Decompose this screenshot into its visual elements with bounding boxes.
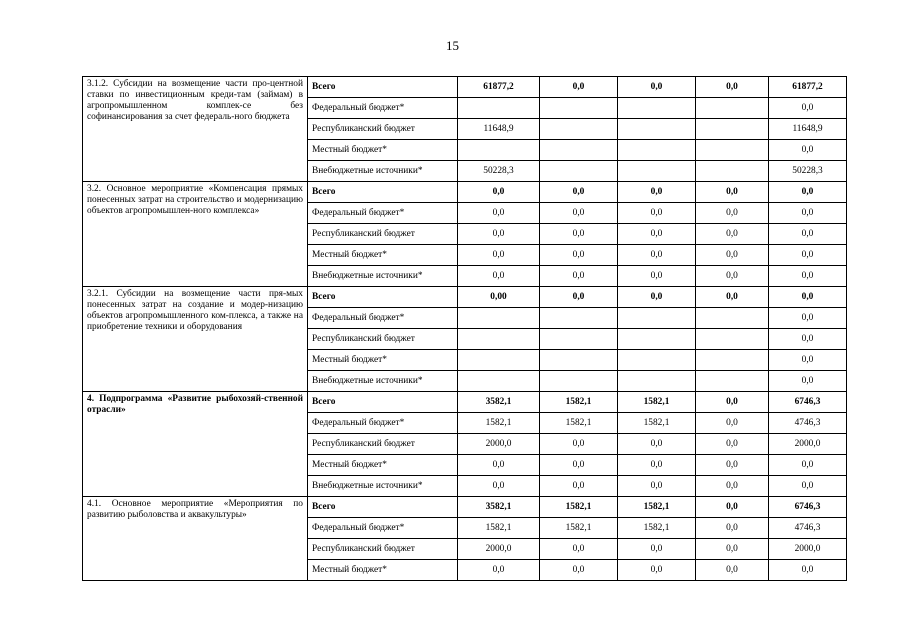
- amount-cell: 1582,1: [458, 413, 540, 434]
- amount-cell: [540, 371, 618, 392]
- amount-cell: 2000,0: [769, 434, 847, 455]
- amount-cell: [618, 119, 696, 140]
- amount-cell: [458, 98, 540, 119]
- amount-cell: 0,0: [696, 392, 769, 413]
- funding-source: Республиканский бюджет: [308, 434, 458, 455]
- amount-cell: 50228,3: [769, 161, 847, 182]
- amount-cell: 0,0: [458, 245, 540, 266]
- amount-cell: [618, 308, 696, 329]
- amount-cell: [540, 329, 618, 350]
- amount-cell: 0,0: [618, 203, 696, 224]
- amount-cell: 0,0: [769, 203, 847, 224]
- amount-cell: 61877,2: [458, 77, 540, 98]
- amount-cell: 0,0: [769, 371, 847, 392]
- amount-cell: 0,0: [540, 476, 618, 497]
- funding-source: Всего: [308, 287, 458, 308]
- amount-cell: 0,0: [540, 266, 618, 287]
- funding-source: Республиканский бюджет: [308, 329, 458, 350]
- amount-cell: 11648,9: [458, 119, 540, 140]
- funding-source: Внебюджетные источники*: [308, 371, 458, 392]
- amount-cell: 1582,1: [540, 392, 618, 413]
- amount-cell: [696, 119, 769, 140]
- amount-cell: [458, 140, 540, 161]
- amount-cell: 0,0: [696, 518, 769, 539]
- amount-cell: 0,0: [769, 455, 847, 476]
- table-row: [83, 497, 847, 518]
- amount-cell: 2000,0: [458, 539, 540, 560]
- funding-source: Федеральный бюджет*: [308, 413, 458, 434]
- amount-cell: 61877,2: [769, 77, 847, 98]
- amount-cell: 0,0: [769, 329, 847, 350]
- amount-cell: [696, 98, 769, 119]
- amount-cell: 0,0: [769, 287, 847, 308]
- budget-table-body: [83, 77, 847, 581]
- amount-cell: 0,0: [769, 308, 847, 329]
- amount-cell: 0,0: [769, 560, 847, 581]
- table-row: [83, 182, 847, 203]
- funding-source: Федеральный бюджет*: [308, 203, 458, 224]
- amount-cell: 6746,3: [769, 497, 847, 518]
- amount-cell: 0,0: [540, 182, 618, 203]
- amount-cell: 0,0: [458, 203, 540, 224]
- amount-cell: 3582,1: [458, 392, 540, 413]
- funding-source: Республиканский бюджет: [308, 539, 458, 560]
- amount-cell: [540, 140, 618, 161]
- funding-source: Республиканский бюджет: [308, 224, 458, 245]
- amount-cell: [458, 350, 540, 371]
- amount-cell: 3582,1: [458, 497, 540, 518]
- funding-source: Федеральный бюджет*: [308, 518, 458, 539]
- amount-cell: 0,0: [696, 287, 769, 308]
- amount-cell: 0,0: [696, 497, 769, 518]
- amount-cell: 0,00: [458, 287, 540, 308]
- amount-cell: 0,0: [618, 455, 696, 476]
- amount-cell: 0,0: [696, 203, 769, 224]
- amount-cell: 0,0: [696, 560, 769, 581]
- amount-cell: [540, 98, 618, 119]
- amount-cell: 0,0: [618, 266, 696, 287]
- funding-source: Местный бюджет*: [308, 455, 458, 476]
- amount-cell: 2000,0: [458, 434, 540, 455]
- amount-cell: [458, 371, 540, 392]
- amount-cell: 2000,0: [769, 539, 847, 560]
- amount-cell: 0,0: [769, 245, 847, 266]
- amount-cell: 0,0: [618, 182, 696, 203]
- amount-cell: [618, 350, 696, 371]
- amount-cell: [696, 350, 769, 371]
- amount-cell: 0,0: [540, 455, 618, 476]
- amount-cell: 0,0: [540, 224, 618, 245]
- amount-cell: 1582,1: [618, 392, 696, 413]
- amount-cell: [696, 371, 769, 392]
- amount-cell: 0,0: [696, 539, 769, 560]
- funding-source: Всего: [308, 77, 458, 98]
- amount-cell: 0,0: [696, 413, 769, 434]
- funding-source: Местный бюджет*: [308, 350, 458, 371]
- table-row: [83, 287, 847, 308]
- amount-cell: 50228,3: [458, 161, 540, 182]
- amount-cell: 0,0: [696, 182, 769, 203]
- amount-cell: 0,0: [696, 455, 769, 476]
- funding-source: Внебюджетные источники*: [308, 476, 458, 497]
- activity-description: 3.2. Основное мероприятие «Компенсация прямых понесенных затрат на строительство и модернизацию объектов агропромышлен-ного комплекса»: [83, 182, 308, 287]
- amount-cell: 1582,1: [540, 413, 618, 434]
- amount-cell: 6746,3: [769, 392, 847, 413]
- amount-cell: 0,0: [618, 560, 696, 581]
- table-row: [83, 392, 847, 413]
- amount-cell: 0,0: [540, 287, 618, 308]
- amount-cell: 0,0: [540, 539, 618, 560]
- amount-cell: 0,0: [696, 434, 769, 455]
- amount-cell: 0,0: [769, 182, 847, 203]
- amount-cell: [540, 308, 618, 329]
- amount-cell: 0,0: [618, 224, 696, 245]
- amount-cell: 0,0: [540, 77, 618, 98]
- amount-cell: [618, 98, 696, 119]
- amount-cell: 1582,1: [618, 497, 696, 518]
- funding-source: Республиканский бюджет: [308, 119, 458, 140]
- funding-source: Внебюджетные источники*: [308, 266, 458, 287]
- amount-cell: 0,0: [618, 434, 696, 455]
- amount-cell: 0,0: [769, 98, 847, 119]
- funding-source: Местный бюджет*: [308, 245, 458, 266]
- amount-cell: [696, 329, 769, 350]
- amount-cell: [696, 161, 769, 182]
- table-row: [83, 77, 847, 98]
- amount-cell: 0,0: [769, 350, 847, 371]
- amount-cell: 0,0: [540, 245, 618, 266]
- amount-cell: 0,0: [769, 266, 847, 287]
- amount-cell: 0,0: [458, 266, 540, 287]
- amount-cell: 0,0: [458, 476, 540, 497]
- budget-table: [82, 76, 847, 581]
- amount-cell: [458, 329, 540, 350]
- amount-cell: 4746,3: [769, 413, 847, 434]
- amount-cell: 0,0: [618, 245, 696, 266]
- amount-cell: 0,0: [696, 476, 769, 497]
- amount-cell: 0,0: [696, 77, 769, 98]
- funding-source: Федеральный бюджет*: [308, 308, 458, 329]
- amount-cell: 0,0: [696, 266, 769, 287]
- amount-cell: 0,0: [769, 476, 847, 497]
- activity-description: 4.1. Основное мероприятие «Мероприятия по развитию рыболовства и аквакультуры»: [83, 497, 308, 581]
- amount-cell: 0,0: [769, 224, 847, 245]
- amount-cell: 0,0: [618, 287, 696, 308]
- amount-cell: [540, 119, 618, 140]
- amount-cell: [696, 308, 769, 329]
- amount-cell: [618, 140, 696, 161]
- amount-cell: [696, 140, 769, 161]
- amount-cell: 0,0: [458, 560, 540, 581]
- amount-cell: 1582,1: [540, 497, 618, 518]
- funding-source: Местный бюджет*: [308, 140, 458, 161]
- amount-cell: [618, 161, 696, 182]
- funding-source: Внебюджетные источники*: [308, 161, 458, 182]
- activity-description: 3.1.2. Субсидии на возмещение части про-центной ставки по инвестиционным креди-там (займам) в агропромышленном комплек-се без софинансирования за счет федераль-ного бюджета: [83, 77, 308, 182]
- amount-cell: 0,0: [618, 539, 696, 560]
- activity-description: 4. Подпрограмма «Развитие рыбохозяй-ственной отрасли»: [83, 392, 308, 497]
- amount-cell: 0,0: [769, 140, 847, 161]
- amount-cell: [618, 329, 696, 350]
- amount-cell: 4746,3: [769, 518, 847, 539]
- amount-cell: 0,0: [458, 455, 540, 476]
- amount-cell: 1582,1: [458, 518, 540, 539]
- funding-source: Местный бюджет*: [308, 560, 458, 581]
- amount-cell: [540, 161, 618, 182]
- amount-cell: 1582,1: [618, 413, 696, 434]
- amount-cell: 0,0: [540, 560, 618, 581]
- funding-source: Федеральный бюджет*: [308, 98, 458, 119]
- page-number: 15: [446, 38, 459, 53]
- amount-cell: [618, 371, 696, 392]
- amount-cell: 0,0: [458, 182, 540, 203]
- funding-source: Всего: [308, 497, 458, 518]
- funding-source: Всего: [308, 392, 458, 413]
- amount-cell: 0,0: [540, 203, 618, 224]
- amount-cell: 1582,1: [540, 518, 618, 539]
- amount-cell: 0,0: [696, 224, 769, 245]
- amount-cell: 0,0: [458, 224, 540, 245]
- amount-cell: 0,0: [618, 77, 696, 98]
- activity-description: 3.2.1. Субсидии на возмещение части пря-мых понесенных затрат на создание и модер-низацию объектов агропромышленного ком-плекса, а также на приобретение техники и оборудования: [83, 287, 308, 392]
- amount-cell: [458, 308, 540, 329]
- funding-source: Всего: [308, 182, 458, 203]
- amount-cell: [540, 350, 618, 371]
- amount-cell: 0,0: [696, 245, 769, 266]
- amount-cell: 1582,1: [618, 518, 696, 539]
- amount-cell: 11648,9: [769, 119, 847, 140]
- amount-cell: 0,0: [618, 476, 696, 497]
- amount-cell: 0,0: [540, 434, 618, 455]
